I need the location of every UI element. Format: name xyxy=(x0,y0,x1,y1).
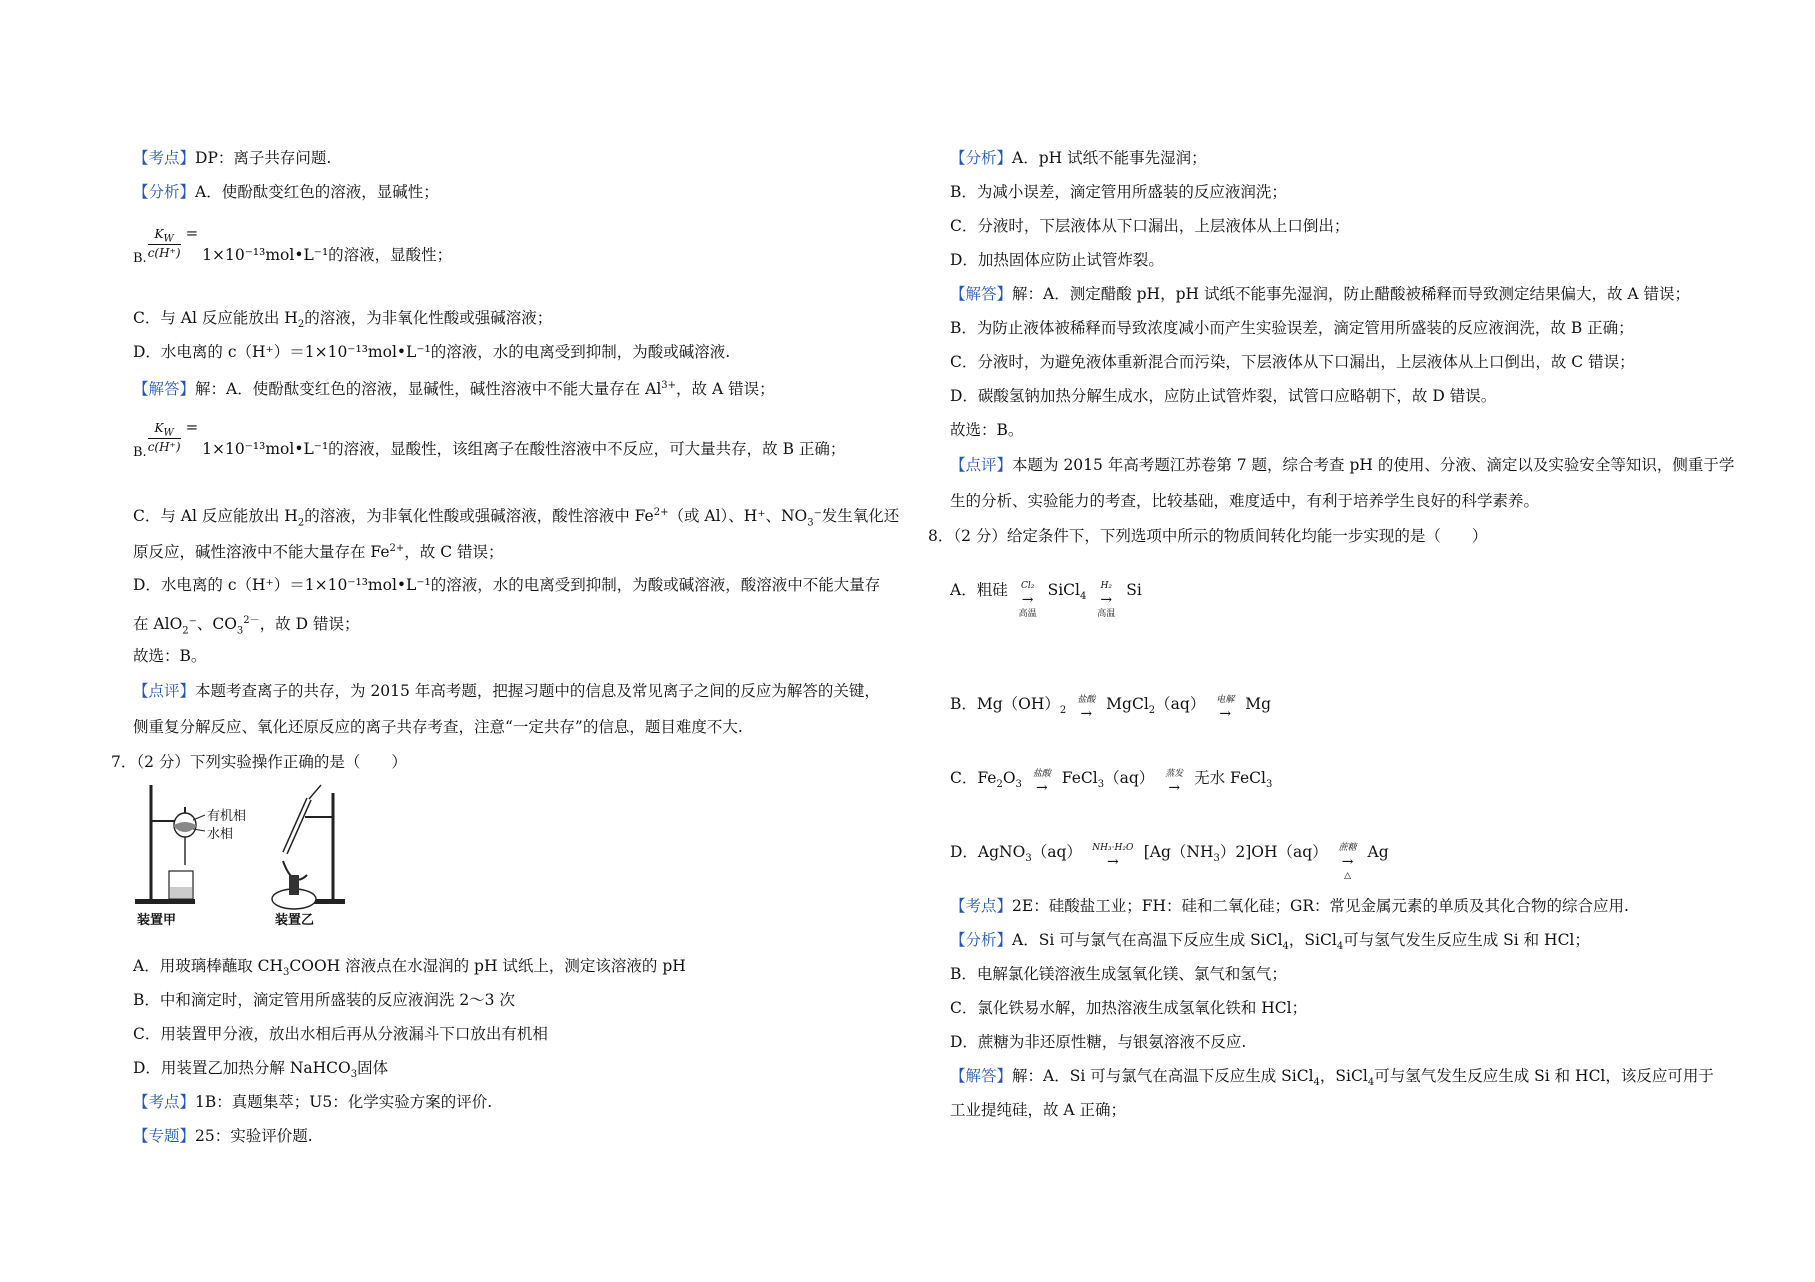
q8-kaodian: 【考点】2E：硅酸盐工业；FH：硅和二氧化硅；GR：常见金属元素的单质及其化合物的综合应用. xyxy=(950,897,1629,915)
reaction-arrow: → 蔗糖 △ xyxy=(1338,843,1357,881)
kaodian-text: DP：离子共存问题. xyxy=(195,149,332,167)
p6-jieda-c2: 原反应，碱性溶液中不能大量存在 $Fe^{2+}$，故 C 错误； xyxy=(133,543,504,562)
fenxi-a-text: A．使酚酞变红色的溶液，显碱性； xyxy=(195,183,439,201)
zhuanti-tag: 【专题】 xyxy=(133,1127,196,1145)
caption-device-b: 装置乙 xyxy=(275,913,315,928)
q7-fenxi-d: D．加热固体应防止试管炸裂。 xyxy=(950,251,1164,269)
q8-jieda-a-cont: 工业提纯硅，故 A 正确； xyxy=(950,1101,1127,1119)
apparatus-figure xyxy=(133,779,373,929)
q7-fenxi-c: C．分液时，下层液体从下口漏出，上层液体从上口倒出； xyxy=(950,217,1350,235)
q7-fenxi-b: B．为减小误差，滴定管用所盛装的反应液润洗； xyxy=(950,183,1287,201)
q8-option-c: C．$Fe_2O_3$ → 盐酸 FeCl$_3$（aq） → 蒸发 无水 FeCl$_3$ xyxy=(950,769,1273,796)
q7-option-a: A．用玻璃棒蘸取 $CH_3COOH$ 溶液点在水湿润的 pH 试纸上，测定该溶液的 pH xyxy=(133,957,686,979)
left-column xyxy=(111,141,908,1153)
reaction-arrow: → Cl₂ 高温 xyxy=(1018,581,1037,619)
label-organic-phase: 有机相 xyxy=(207,809,247,824)
p6-fenxi-a xyxy=(133,175,908,209)
q7-fenxi-a: 【分析】A．pH 试纸不能事先湿润； xyxy=(950,149,1207,167)
q7-jieda-a: 【解答】解：A．测定醋酸 pH，pH 试纸不能事先湿润，防止醋酸被稀释而导致测定结果偏大，故 A 错误； xyxy=(950,285,1690,303)
q8-fenxi-c: C．氯化铁易水解，加热溶液生成氢氧化铁和 HCl； xyxy=(950,999,1308,1017)
q8-fenxi-b: B．电解氯化镁溶液生成氢氧化镁、氯气和氢气； xyxy=(950,965,1287,983)
q8-option-a: A．粗硅 → Cl₂ 高温 SiCl$_4$ → H₂ 高温 Si xyxy=(950,581,1142,619)
q7-jieda-d: D．碳酸氢钠加热分解生成水，应防止试管炸裂，试管口应略朝下，故 D 错误。 xyxy=(950,387,1497,405)
fenxi-tag: 【分析】 xyxy=(950,149,1013,167)
p6-jieda-c1: C．与 Al 反应能放出 $H_2$的溶液，为非氧化性酸或强碱溶液，酸性溶液中 $Fe^{2+}$（或 Al）、H⁺、$NO_3^-$发生氧化还 xyxy=(133,507,900,529)
dianping-tag: 【点评】 xyxy=(133,682,196,700)
reaction-arrow: → 盐酸 xyxy=(1032,769,1051,796)
q7-zhuanti: 【专题】25：实验评价题. xyxy=(133,1127,313,1145)
p6-jieda-b xyxy=(133,403,908,475)
kaodian-tag: 【考点】 xyxy=(133,1093,196,1111)
dianping-tag: 【点评】 xyxy=(950,456,1013,474)
p6-fenxi-d: D．水电离的 c（H⁺）＝1×10⁻¹³mol•L⁻¹的溶液，水的电离受到抑制，为酸或碱溶液. xyxy=(133,343,731,361)
q8-stem: 8．（2 分）给定条件下，下列选项中所示的物质间转化均能一步实现的是（ ） xyxy=(928,527,1488,545)
q7-option-d: D．用装置乙加热分解 NaHCO$_3$固体 xyxy=(133,1059,389,1081)
fenxi-tag: 【分析】 xyxy=(133,183,196,201)
q7-stem: 7．（2 分）下列实验操作正确的是（ ） xyxy=(111,753,407,771)
q8-option-b: B．$Mg(OH)_2$ → 盐酸 MgCl$_2$（aq） → 电解 Mg xyxy=(950,695,1272,722)
q7-jieda-c: C．分液时，为避免液体重新混合而污染，下层液体从下口漏出，上层液体从上口倒出，故 C 错误； xyxy=(950,353,1635,371)
q7-option-c: C．用装置甲分液，放出水相后再从分液漏斗下口放出有机相 xyxy=(133,1025,548,1043)
p6-jieda-a: 【解答】解：A．使酚酞变红色的溶液，显碱性，碱性溶液中不能大量存在 $Al^{3+}$，故 A 错误； xyxy=(133,380,775,399)
reaction-arrow: → H₂ 高温 xyxy=(1097,581,1116,619)
q7-dianping-2: 生的分析、实验能力的考查，比较基础，难度适中，有利于培养学生良好的科学素养。 xyxy=(950,492,1540,510)
p6-fenxi-c: C．与 Al 反应能放出 $H_2$的溶液，为非氧化性酸或强碱溶液； xyxy=(133,309,553,331)
reaction-arrow: → 盐酸 xyxy=(1077,695,1096,722)
q7-guxuan: 故选：B。 xyxy=(950,421,1024,439)
q7-jieda-b: B．为防止液体被稀释而导致浓度减小而产生实验误差，滴定管用所盛装的反应液润洗，故 B 正确； xyxy=(950,319,1634,337)
q7-dianping-1: 【点评】本题为 2015 年高考题江苏卷第 7 题，综合考查 pH 的使用、分液、滴定以及实验安全等知识，侧重于学 xyxy=(950,456,1735,474)
reaction-arrow: → 电解 xyxy=(1216,695,1235,722)
reaction-arrow: → NH₃·H₂O xyxy=(1092,843,1134,870)
fraction-formula: B. $\frac{K_W}{c(H^+)}$ = 1×10⁻¹³mol•L⁻¹的溶液，显酸性，该组离子在酸性溶液中不反应，可大量共存，故 B 正确； xyxy=(133,418,846,460)
jieda-tag: 【解答】 xyxy=(950,285,1013,303)
jieda-tag: 【解答】 xyxy=(950,1067,1013,1085)
label-water-phase: 水相 xyxy=(207,827,234,842)
p6-fenxi-b xyxy=(133,209,908,281)
q7-kaodian: 【考点】1B：真题集萃；U5：化学实验方案的评价. xyxy=(133,1093,493,1111)
p6-jieda-d1: D．水电离的 c（H⁺）＝1×10⁻¹³mol•L⁻¹的溶液，水的电离受到抑制，为酸或碱溶液，酸溶液中不能大量存 xyxy=(133,576,881,594)
kaodian-tag: 【考点】 xyxy=(133,149,196,167)
q7-option-b: B．中和滴定时，滴定管用所盛装的反应液润洗 2～3 次 xyxy=(133,991,515,1009)
p6-guxuan: 故选：B。 xyxy=(133,647,207,665)
fraction-formula: B. $\frac{K_W}{c(H^+)}$ = 1×10⁻¹³mol•L⁻¹的溶液，显酸性； xyxy=(133,224,453,266)
p6-jieda-d2: 在 AlO$_2$⁻、$CO_3^{2-}$，故 D 错误； xyxy=(133,615,360,637)
q8-jieda-a: 【解答】解：A．Si 可与氯气在高温下反应生成 SiCl$_4$，SiCl$_4$可与氢气发生反应生成 Si 和 HCl，该反应可用于 xyxy=(950,1067,1714,1089)
q8-fenxi-a: 【分析】A．Si 可与氯气在高温下反应生成 SiCl$_4$，SiCl$_4$可与氢气发生反应生成 Si 和 HCl； xyxy=(950,931,1590,953)
p6-dianping-1: 【点评】本题考查离子的共存，为 2015 年高考题，把握习题中的信息及常见离子之间的反应为解答的关键， xyxy=(133,682,880,700)
q8-fenxi-d: D．蔗糖为非还原性糖，与银氨溶液不反应. xyxy=(950,1033,1247,1051)
apparatus-drawing xyxy=(133,779,373,929)
fenxi-tag: 【分析】 xyxy=(950,931,1013,949)
caption-device-a: 装置甲 xyxy=(137,913,177,928)
jieda-tag: 【解答】 xyxy=(133,380,196,399)
p6-dianping-2: 侧重复分解反应、氧化还原反应的离子共存考查，注意“一定共存”的信息，题目难度不大. xyxy=(133,718,743,736)
right-column xyxy=(928,141,1735,1127)
q8-option-d: D．AgNO$_3$（aq） → NH₃·H₂O $[Ag(NH_3)2]OH(aq)$ → 蔗糖 △ Ag xyxy=(950,843,1389,881)
kaodian-tag: 【考点】 xyxy=(950,897,1013,915)
reaction-arrow: → 蒸发 xyxy=(1165,769,1184,796)
p6-kaodian xyxy=(133,141,908,175)
